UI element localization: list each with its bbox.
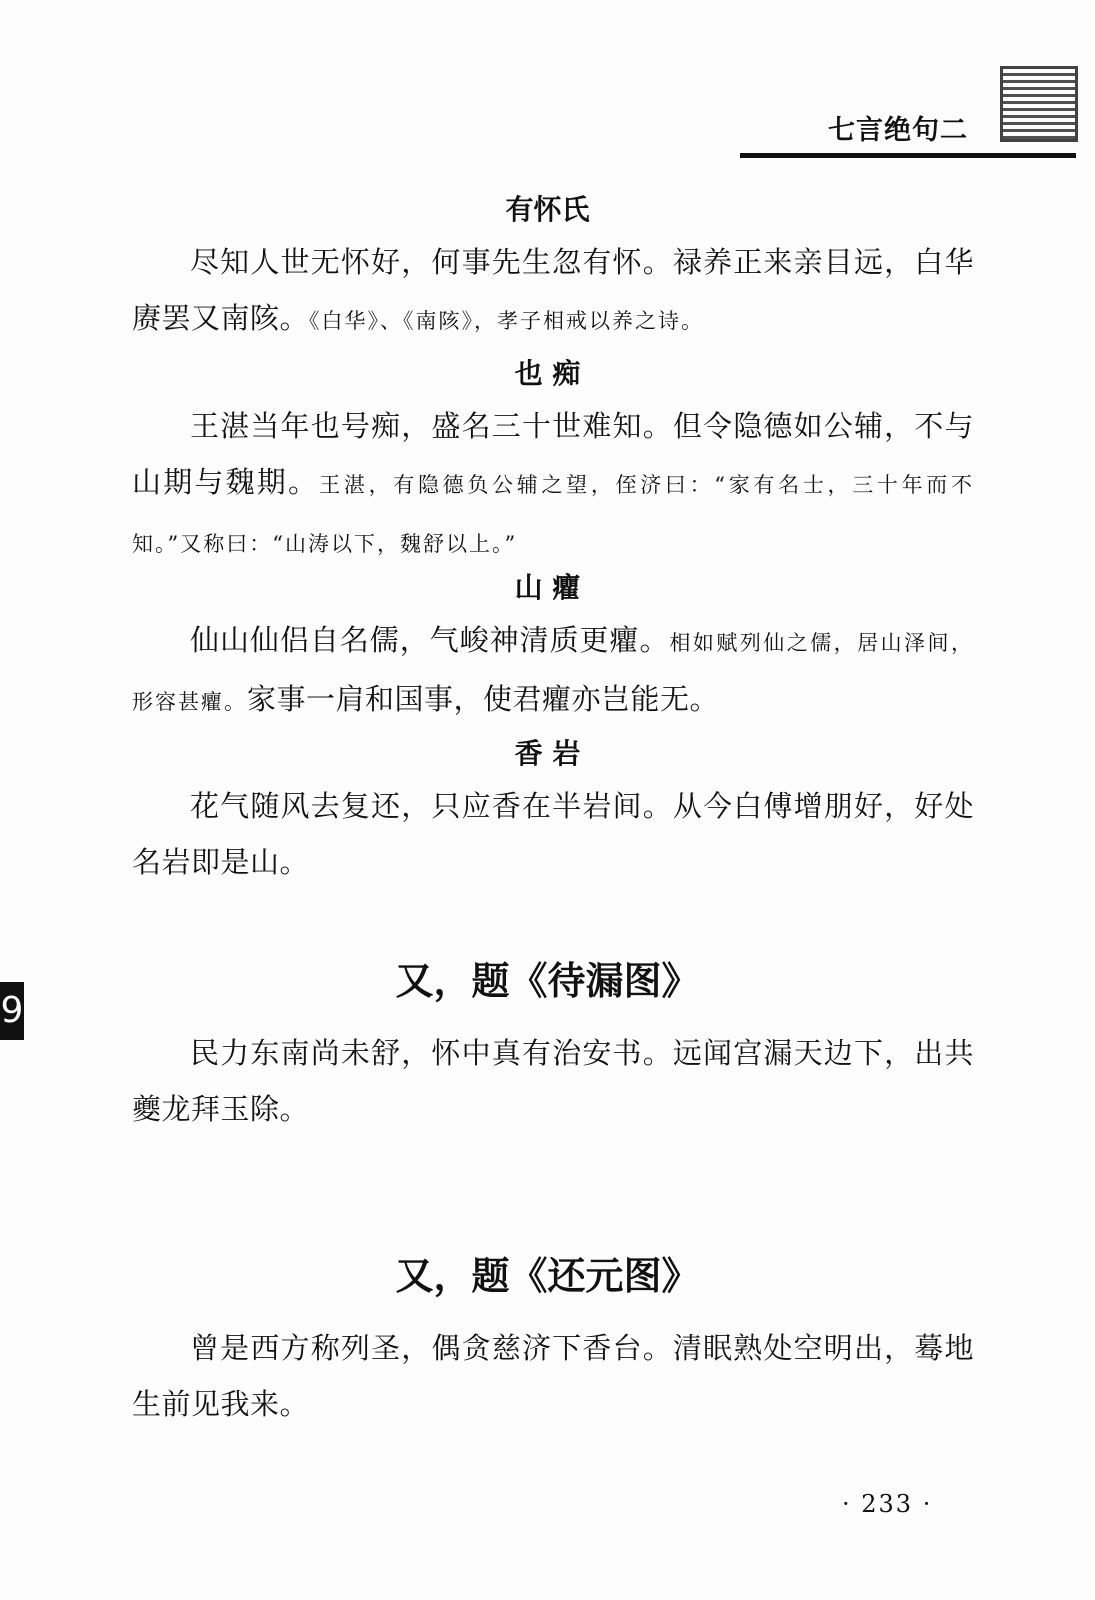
poem-text: 家事一肩和国事，使君癯亦岂能无。 xyxy=(247,682,720,716)
poem-title: 山 癯 xyxy=(514,571,581,604)
poem-body xyxy=(132,612,974,730)
poem-body xyxy=(132,234,974,349)
chapter-tab: 9 xyxy=(0,982,24,1040)
seal-logo xyxy=(1000,66,1078,142)
poem-body xyxy=(132,778,974,890)
poem-note: 相如赋列仙之儒，居山泽间，形容甚癯。 xyxy=(132,631,974,714)
poem-note: 王湛，有隐德负公辅之望，侄济曰：“家有名士，三十年而不知。”又称曰：“山涛以下，魏舒以上。” xyxy=(132,473,974,556)
running-header: 七言绝句二 xyxy=(828,115,968,146)
section-body: 民力东南尚未舒，怀中真有治安书。远闻宫漏天边下，出共夔龙拜玉除。 xyxy=(132,1036,974,1126)
section-body: 曾是西方称列圣，偶贪慈济下香台。清眠熟处空明出，蓦地生前见我来。 xyxy=(132,1331,974,1421)
poem-body xyxy=(132,398,974,572)
poem-text: 王湛当年也号痴，盛名三十世难知。但令隐德如公辅，不与山期与魏期。 xyxy=(132,409,974,499)
header-divider xyxy=(740,153,1076,158)
poem-text: 尽知人世无怀好，何事先生忽有怀。禄养正来亲目远，白华赓罢又南陔。 xyxy=(132,245,974,335)
page-number: · 233 · xyxy=(842,1490,933,1518)
poem-text: 花气随风去复还，只应香在半岩间。从今白傅增朋好，好处名岩即是山。 xyxy=(132,789,974,879)
poem-note: 《白华》、《南陔》，孝子相戒以养之诗。 xyxy=(309,309,705,333)
section-title: 又，题《待漏图》 xyxy=(395,959,700,1003)
section-title: 又，题《还元图》 xyxy=(395,1254,700,1298)
poem-title: 有怀氏 xyxy=(505,193,590,226)
poem-title: 也 痴 xyxy=(514,357,581,390)
poem-text: 仙山仙侣自名儒，气峻神清质更癯。 xyxy=(190,623,670,657)
poem-title: 香 岩 xyxy=(514,737,581,770)
